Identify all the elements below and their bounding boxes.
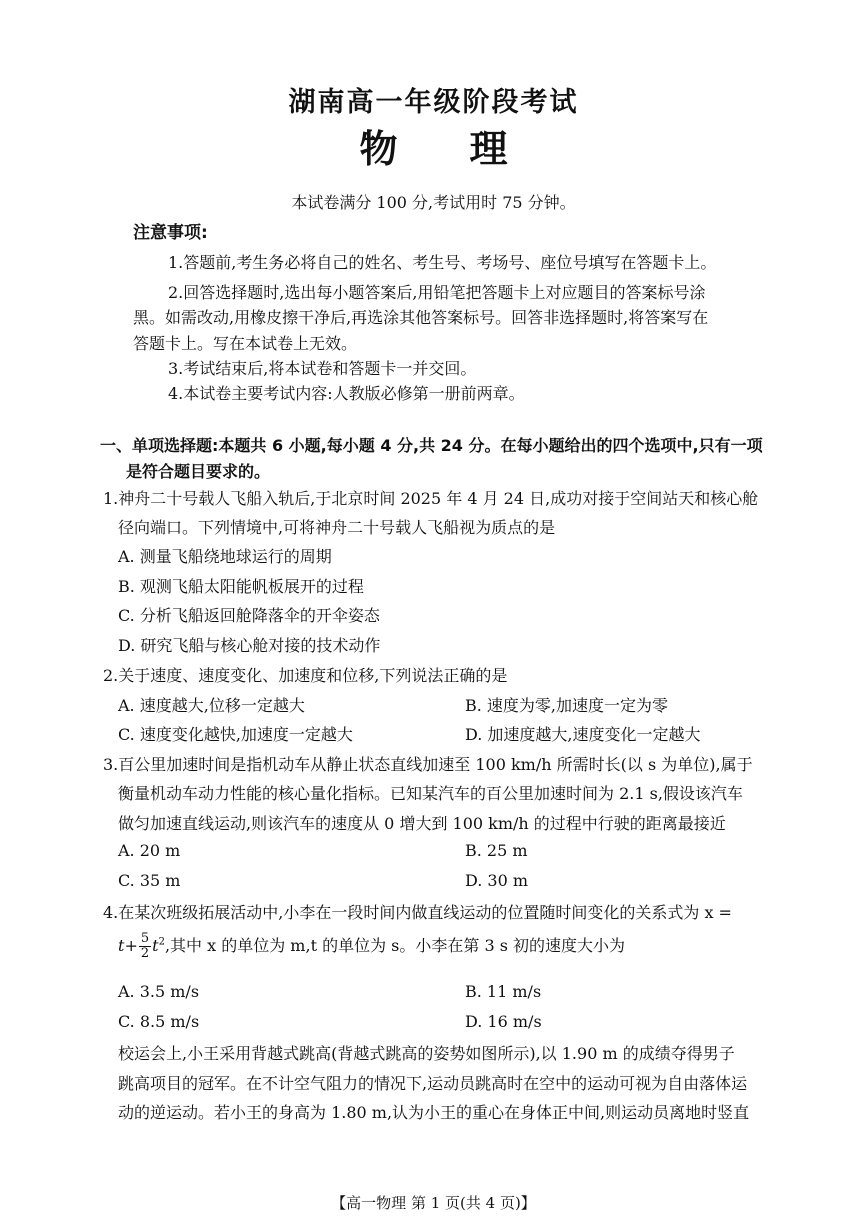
notice-line: 黑。如需改动,用橡皮擦干净后,再选涂其他答案标号。回答非选择题时,将答案写在 <box>133 308 709 327</box>
question-2-option-d: D. 加速度越大,速度变化一定越大 <box>465 725 701 744</box>
question-1-stem: 1.神舟二十号载人飞船入轨后,于北京时间 2025 年 4 月 24 日,成功对接于空间站天和核心舱 <box>103 489 759 508</box>
question-3-stem-cont: 做匀加速直线运动,则该汽车的速度从 0 增大到 100 km/h 的过程中行驶的距离最接近 <box>118 814 726 833</box>
section-heading-cont: 是符合题目要求的。 <box>126 462 271 481</box>
question-1-option-a: A. 测量飞船绕地球运行的周期 <box>118 547 332 566</box>
subject-char-2: 理 <box>469 127 508 171</box>
section-heading: 一、单项选择题:本题共 6 小题,每小题 4 分,共 24 分。在每小题给出的四个选项中,只有一项 <box>100 436 763 455</box>
page-footer: 【高一物理 第 1 页(共 4 页)】 <box>331 1194 536 1212</box>
question-1-option-c: C. 分析飞船返回舱降落伞的开伞姿态 <box>118 606 380 625</box>
fraction-denominator: 2 <box>140 946 150 961</box>
question-3-option-d: D. 30 m <box>465 871 529 890</box>
question-3-option-c: C. 35 m <box>118 871 181 890</box>
question-3-stem-cont: 衡量机动车动力性能的核心量化指标。已知某汽车的百公里加速时间为 2.1 s,假设该汽车 <box>118 784 743 803</box>
question-4-stem: 4.在某次班级拓展活动中,小李在一段时间内做直线运动的位置随时间变化的关系式为 x = <box>103 903 732 922</box>
question-1-option-d: D. 研究飞船与核心舱对接的技术动作 <box>118 636 381 655</box>
question-1-option-b: B. 观测飞船太阳能帆板展开的过程 <box>118 577 364 596</box>
question-4-option-c: C. 8.5 m/s <box>118 1012 200 1031</box>
fraction-numerator: 5 <box>140 931 150 946</box>
plus-sign: + <box>124 936 138 955</box>
exponent: 2 <box>158 936 165 948</box>
question-4-stem-cont: ,其中 x 的单位为 m,t 的单位为 s。小李在第 3 s 初的速度大小为 <box>164 936 626 955</box>
notice-line: 1.答题前,考生务必将自己的姓名、考生号、考场号、座位号填写在答题卡上。 <box>168 253 717 272</box>
question-4-option-a: A. 3.5 m/s <box>118 982 200 1001</box>
exam-title: 湖南高一年级阶段考试 <box>288 87 579 118</box>
notice-line: 答题卡上。写在本试卷上无效。 <box>133 334 358 353</box>
notice-line: 4.本试卷主要考试内容:人教版必修第一册前两章。 <box>168 384 525 403</box>
question-2-option-c: C. 速度变化越快,加速度一定越大 <box>118 725 353 744</box>
question-3-option-a: A. 20 m <box>118 841 181 860</box>
question-3-stem: 3.百公里加速时间是指机动车从静止状态直线加速至 100 km/h 所需时长(以 s 为单位),属于 <box>103 755 753 774</box>
question-3-option-b: B. 25 m <box>465 841 528 860</box>
question-2-option-b: B. 速度为零,加速度一定为零 <box>465 696 669 715</box>
var-t: t <box>118 936 125 955</box>
notice-line: 2.回答选择题时,选出每小题答案后,用铅笔把答题卡上对应题目的答案标号涂 <box>168 283 706 302</box>
var-t-squared: t <box>152 936 159 955</box>
passage-line: 校运会上,小王采用背越式跳高(背越式跳高的姿势如图所示),以 1.90 m 的成绩夺得男子 <box>118 1044 735 1063</box>
notice-line: 3.考试结束后,将本试卷和答题卡一并交回。 <box>168 359 477 378</box>
subject-char-1: 物 <box>359 127 398 171</box>
fraction <box>139 932 151 961</box>
question-4-formula-line <box>118 932 625 961</box>
question-2-option-a: A. 速度越大,位移一定越大 <box>118 696 305 715</box>
passage-line: 动的逆运动。若小王的身高为 1.80 m,认为小王的重心在身体正中间,则运动员离地时竖直 <box>118 1103 750 1122</box>
exam-info: 本试卷满分 100 分,考试用时 75 分钟。 <box>291 193 576 212</box>
subject-title <box>0 118 867 173</box>
question-4-option-b: B. 11 m/s <box>465 982 542 1001</box>
notice-heading: 注意事项: <box>133 223 208 243</box>
question-1-stem-cont: 径向端口。下列情境中,可将神舟二十号载人飞船视为质点的是 <box>118 518 556 537</box>
passage-line: 跳高项目的冠军。在不计空气阻力的情况下,运动员跳高时在空中的运动可视为自由落体运 <box>118 1074 748 1093</box>
question-4-option-d: D. 16 m/s <box>465 1012 542 1031</box>
question-2-stem: 2.关于速度、速度变化、加速度和位移,下列说法正确的是 <box>103 666 508 685</box>
